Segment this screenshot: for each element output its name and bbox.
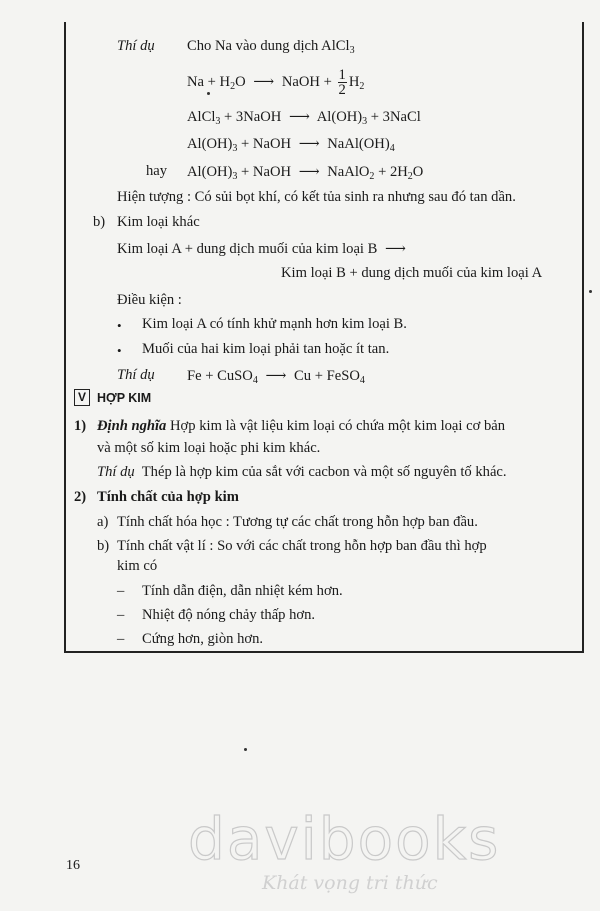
reaction-line-1: Kim loại A + dung dịch muối của kim loại B ⟶ bbox=[117, 241, 406, 257]
equation-2: AlCl$_3$ + 3NaOH ⟶ $Al(OH)_3$ + 3NaCl bbox=[187, 109, 421, 127]
phenomenon-text: Hiện tượng : Có sủi bọt khí, có kết tủa sinh ra nhưng sau đó tan dần. bbox=[117, 189, 516, 205]
page-number: 16 bbox=[66, 858, 80, 873]
props-a-label: a) bbox=[97, 514, 109, 530]
dash-item: Cứng hơn, giòn hơn. bbox=[142, 631, 264, 647]
bullet-icon: • bbox=[117, 343, 122, 358]
reaction-line-2: Kim loại B + dung dịch muối của kim loại A bbox=[281, 265, 543, 281]
props-a-text: Tính chất hóa học : Tương tự các chất trong hỗn hợp ban đầu. bbox=[117, 514, 478, 530]
def-line-2: và một số kim loại hoặc phi kim khác. bbox=[97, 440, 321, 456]
props-b-label: b) bbox=[97, 538, 110, 554]
example-equation: Fe + CuSO$_4$ ⟶ Cu + FeSO$_4$ bbox=[187, 368, 365, 386]
section-v-title: HỢP KIM bbox=[97, 391, 152, 405]
section-v-badge: V bbox=[74, 389, 90, 406]
props-number: 2) bbox=[74, 489, 87, 505]
equation-3: $Al(OH)_3$ + NaOH ⟶ $NaAl(OH)_4$ bbox=[187, 136, 395, 154]
dash-icon: – bbox=[117, 583, 125, 599]
def-line-1: Định nghĩa Hợp kim là vật liệu kim loại có chứa một kim loại cơ bản bbox=[97, 418, 506, 434]
scan-speck bbox=[589, 290, 592, 293]
example-label: Thí dụ bbox=[117, 367, 155, 383]
dash-icon: – bbox=[117, 631, 125, 647]
props-title: Tính chất của hợp kim bbox=[97, 489, 239, 505]
def-example: Thí dụ Thép là hợp kim của sắt với cacbon và một số nguyên tố khác. bbox=[97, 464, 507, 480]
example-label: Thí dụ bbox=[117, 38, 155, 54]
section-b-title: Kim loại khác bbox=[117, 214, 200, 230]
scan-speck bbox=[207, 92, 210, 95]
watermark-brand: davibooks bbox=[188, 805, 501, 873]
dash-icon: – bbox=[117, 607, 125, 623]
section-b-label: b) bbox=[93, 214, 106, 230]
equation-1: $Na + H_2O$ ⟶ NaOH + $\frac{1}{2}$ $H_2$ bbox=[187, 67, 365, 98]
equation-4: $Al(OH)_3$ + NaOH ⟶ NaAlO$_2$ + $2H_2O$ bbox=[187, 164, 424, 182]
dash-item: Tính dẫn điện, dẫn nhiệt kém hơn. bbox=[142, 583, 343, 599]
scan-speck bbox=[244, 748, 247, 751]
fraction-half: $\frac{1}{2}$ bbox=[338, 67, 346, 98]
condition-item: Kim loại A có tính khử mạnh hơn kim loại B. bbox=[142, 316, 407, 332]
dash-item: Nhiệt độ nóng chảy thấp hơn. bbox=[142, 607, 316, 623]
bullet-icon: • bbox=[117, 318, 122, 333]
example-intro: Cho Na vào dung dịch AlCl$_3$ bbox=[187, 38, 355, 56]
def-number: 1) bbox=[74, 418, 87, 434]
props-b-text-1: Tính chất vật lí : So với các chất trong hỗn hợp ban đầu thì hợp bbox=[117, 538, 487, 554]
condition-label: Điều kiện : bbox=[117, 292, 182, 308]
condition-item: Muối của hai kim loại phải tan hoặc ít tan. bbox=[142, 341, 390, 357]
watermark-slogan: Khát vọng tri thức bbox=[262, 872, 438, 894]
equation-4-hay: hay bbox=[146, 163, 168, 179]
props-b-text-2: kim có bbox=[117, 558, 158, 574]
